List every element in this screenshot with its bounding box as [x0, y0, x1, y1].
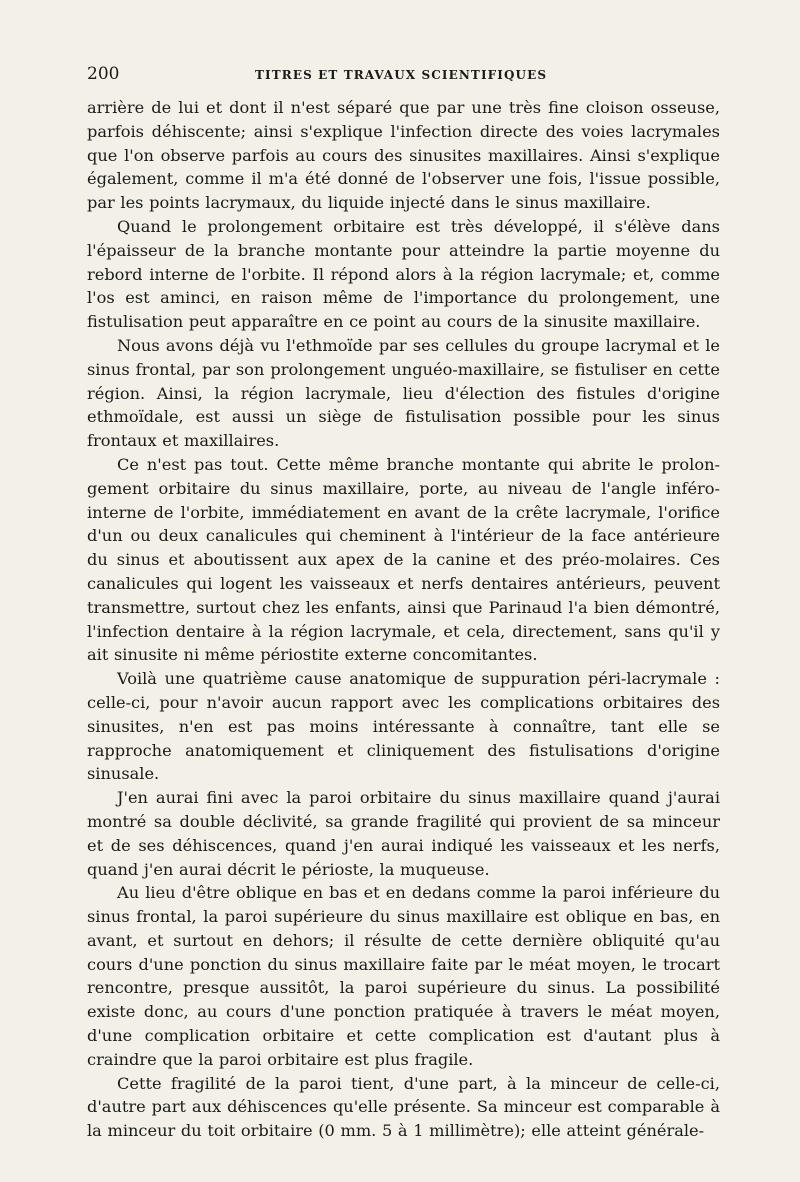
- page-number: 200: [87, 64, 120, 84]
- running-head: [87, 64, 720, 94]
- paragraph: Ce n'est pas tout. Cette même branche montante qui abrite le prolongement orbitaire du sinus maxillaire, porte, au niveau de l'angle inféro-interne de l'orbite, immédiatement en avant de la crête lacrymale, l'orifice d'un ou deux canalicules qui cheminent à l'intérieur de la face antérieure du sinus et aboutissent aux apex de la canine et des préo-molaires. Ces canalicules qui logent les vaisseaux et nerfs dentaires antérieurs, peuvent transmettre, surtout chez les enfants, ainsi que Parinaud l'a bien démontré, l'infection dentaire à la région lacrymale, et cela, directement, sans qu'il y ait sinusite ni même périostite externe concomitantes.: [87, 454, 720, 665]
- paragraph: Nous avons déjà vu l'ethmoïde par ses cellules du groupe lacrymal et le sinus frontal, par son prolongement unguéo-maxillaire, se fistuliser en cette région. Ainsi, la région lacrymale, lieu d'élection des fistules d'origine ethmoïdale, est aussi un siège de fistulisation possible pour les sinus frontaux et maxillaires.: [87, 335, 720, 451]
- paragraph: Voilà une quatrième cause anatomique de suppuration péri-lacrymale : celle-ci, pour n'avoir aucun rapport avec les complications orbitaires des sinusites, n'en est pas moins intéressante à connaître, tant elle se rapproche anatomiquement et cliniquement des fistulisations d'origine sinusale.: [87, 669, 720, 784]
- paragraph: Quand le prolongement orbitaire est très développé, il s'élève dans l'épaisseur de la branche montante pour atteindre la partie moyenne du rebord interne de l'orbite. Il répond alors à la région lacrymale; et, comme l'os est aminci, en raison même de l'importance du prolongement, une fistulisation peut apparaître en ce point au cours de la sinusite maxillaire.: [87, 216, 720, 332]
- paragraph: Au lieu d'être oblique en bas et en dedans comme la paroi inférieure du sinus frontal, la paroi supérieure du sinus maxillaire est oblique en bas, en avant, et surtout en dehors; il résulte de cette dernière obliquité qu'au cours d'une ponction du sinus maxillaire faite par le méat moyen, le trocart rencontre, presque aussitôt, la paroi supérieure du sinus. La possibilité existe donc, au cours d'une ponction pratiquée à travers le méat moyen, d'une complication orbitaire et cette complication est d'autant plus à craindre que la paroi orbitaire est plus fragile.: [87, 883, 720, 1069]
- paragraph: J'en aurai fini avec la paroi orbitaire du sinus maxillaire quand j'aurai montré sa double déclivité, sa grande fragilité qui provient de sa minceur et de ses déhiscences, quand j'en aurai indiqué les vaisseaux et les nerfs, quand j'en aurai décrit le périoste, la muqueuse.: [87, 788, 720, 879]
- body-text: [87, 96, 720, 1143]
- paragraph-continuation: arrière de lui et dont il n'est séparé que par une très fine cloison osseuse, parfois déhiscente; ainsi s'explique l'infection directe des voies lacrymales que l'on observe parfois au cours des sinusites maxillaires. Ainsi s'explique également, comme il m'a été donné de l'observer une fois, l'issue possible, par les points lacrymaux, du liquide injecté dans le sinus maxillaire.: [87, 98, 720, 213]
- paragraph: Cette fragilité de la paroi tient, d'une part, à la minceur de celle-ci, d'autre part aux déhiscences qu'elle présente. Sa minceur est comparable à la minceur du toit orbitaire (0 mm. 5 à 1 millimètre); elle atteint générale-: [87, 1073, 720, 1141]
- running-title: TITRES ET TRAVAUX SCIENTIFIQUES: [255, 68, 548, 82]
